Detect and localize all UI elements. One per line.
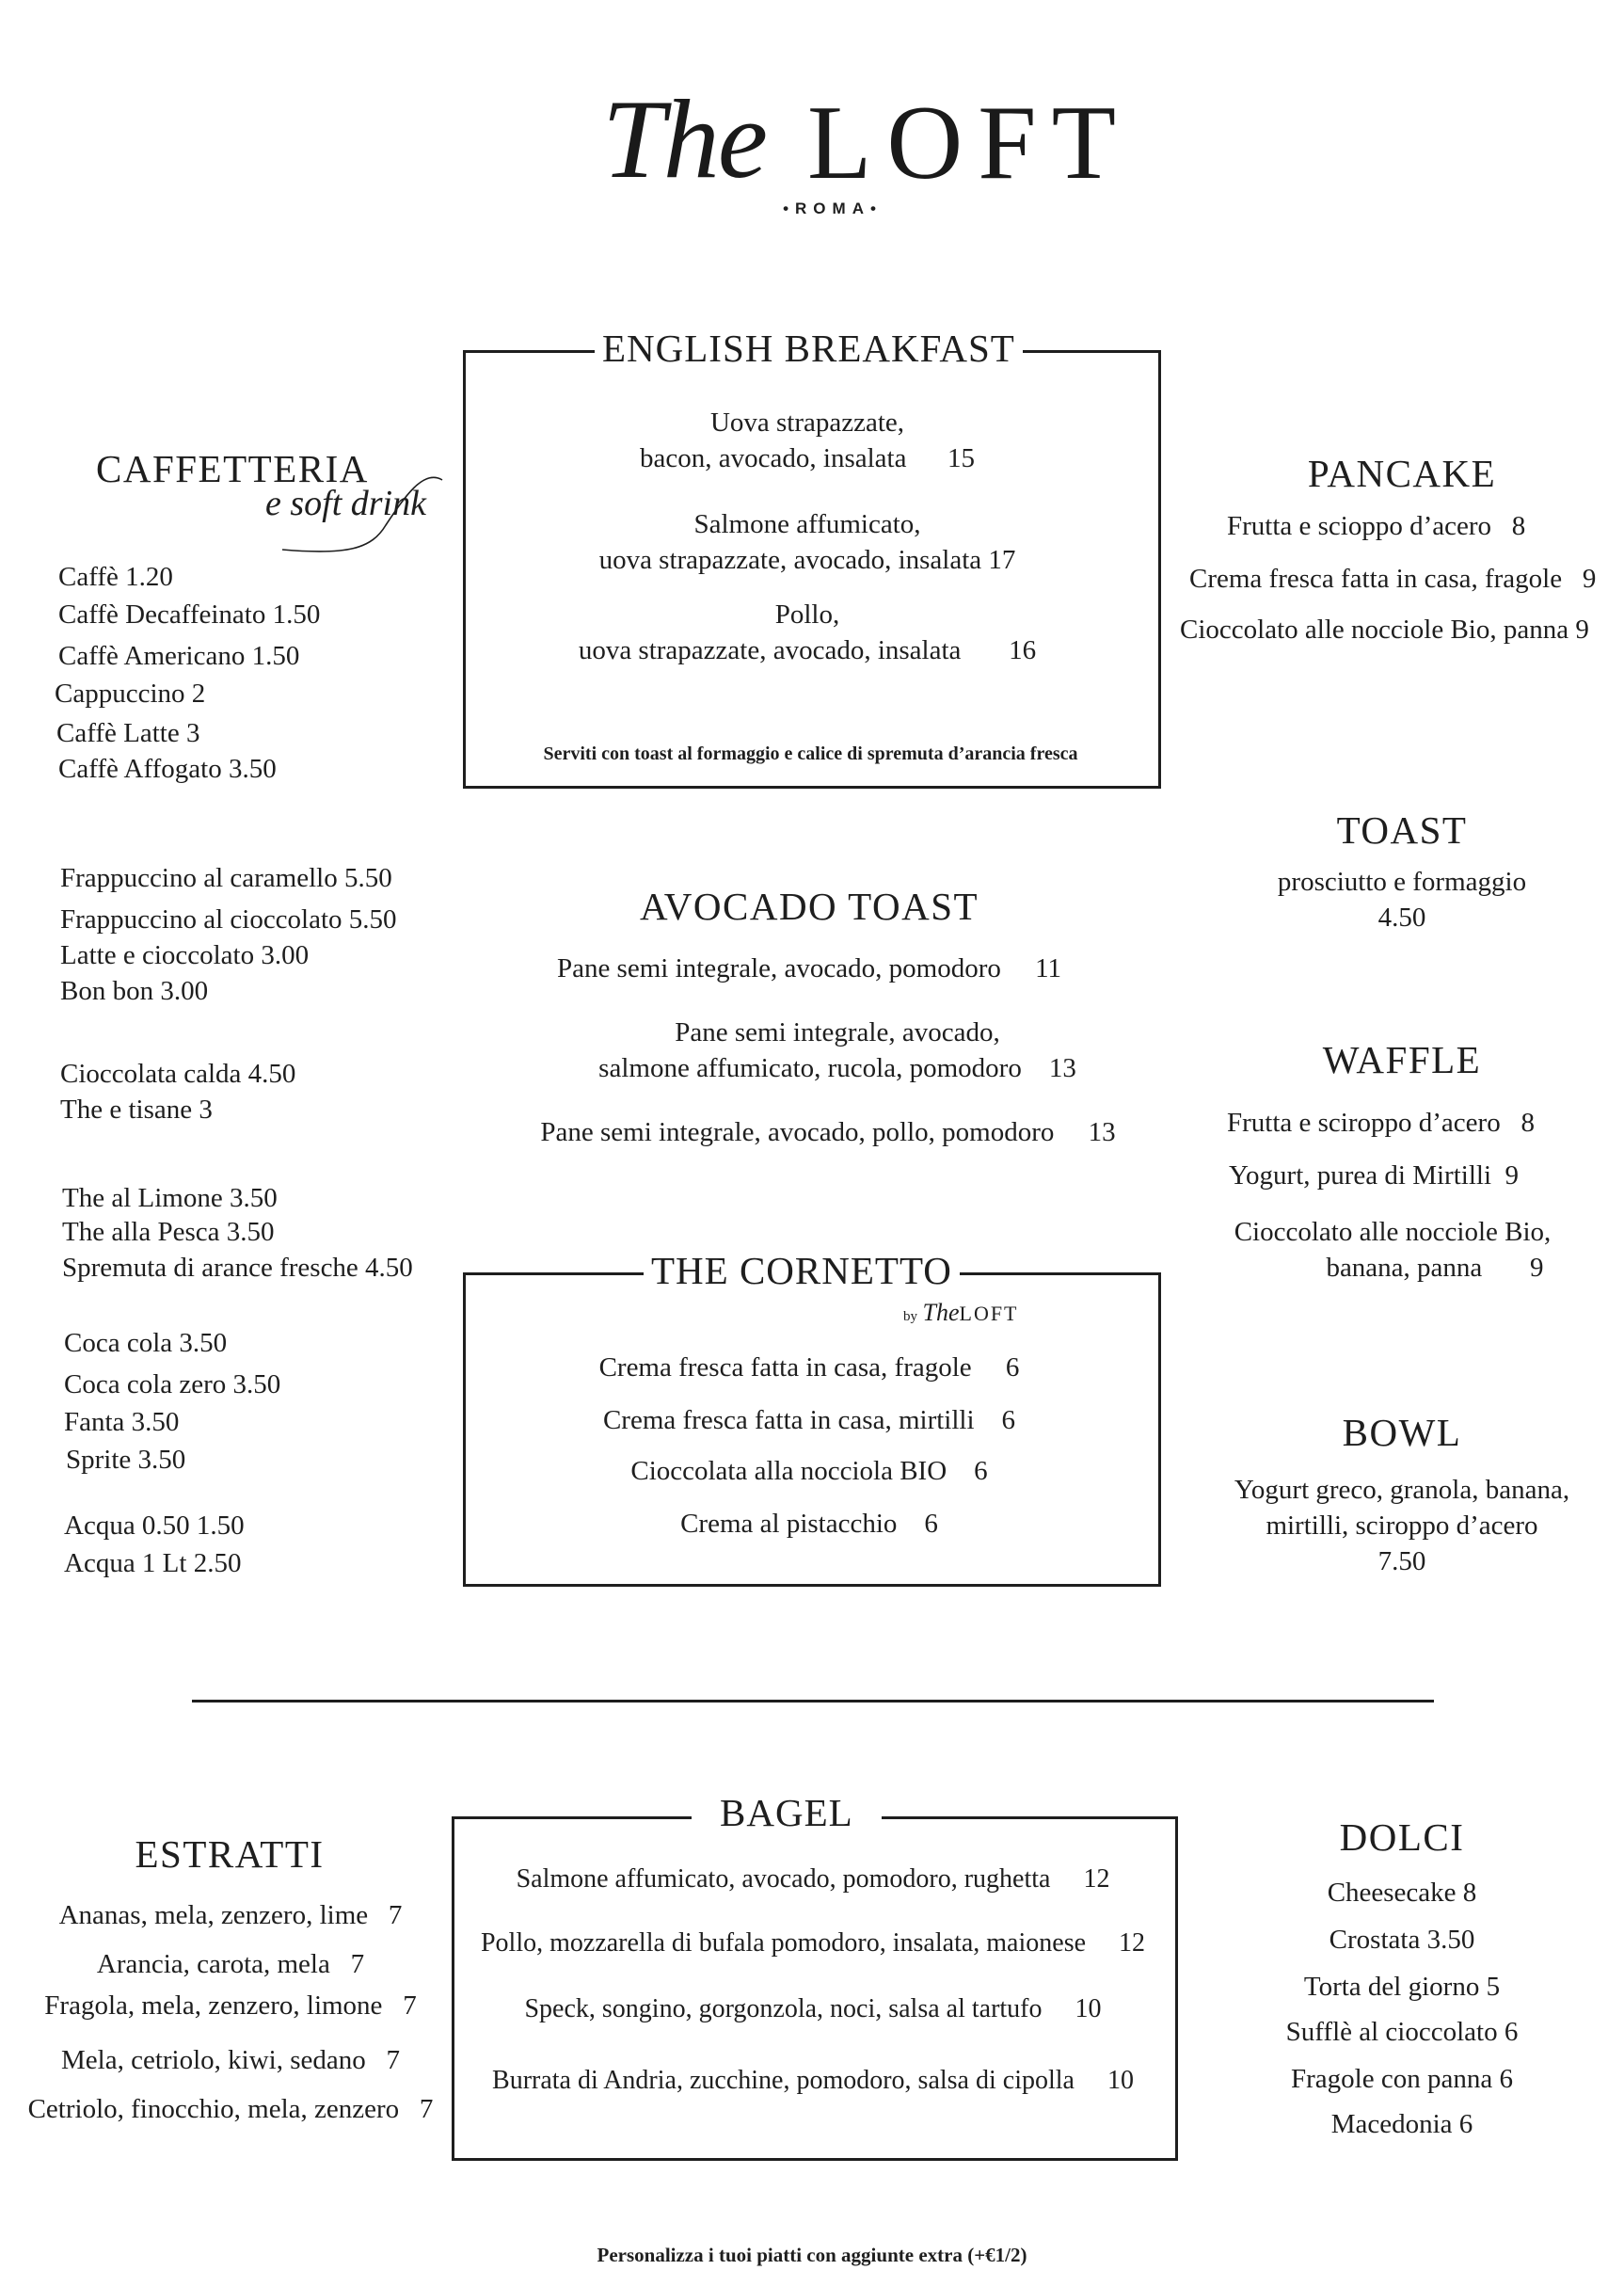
list-item: Sprite 3.50 — [66, 1445, 186, 1475]
list-item: Caffè 1.20 — [58, 562, 173, 592]
cornetto-byline — [903, 1299, 1019, 1327]
list-item — [9, 2044, 452, 2077]
item-name: Fragola, mela, zenzero, limone — [44, 1990, 383, 2021]
item-name: Crema al pistacchio — [680, 1509, 898, 1539]
item-name: prosciutto e formaggio — [1277, 867, 1527, 897]
list-item — [1195, 1472, 1609, 1579]
item-price: 13 — [1048, 1053, 1076, 1083]
list-item: Coca cola zero 3.50 — [64, 1369, 281, 1399]
list-item — [1214, 864, 1590, 935]
cornetto-title: THE CORNETTO — [644, 1252, 960, 1290]
item-price: 16 — [1009, 635, 1037, 665]
list-item — [9, 1948, 452, 1981]
list-item — [1227, 1107, 1535, 1140]
list-item: Sufflè al cioccolato 6 — [1285, 2017, 1519, 2047]
item-line: Yogurt greco, granola, banana, — [1234, 1475, 1570, 1505]
item-name: Cetriolo, finocchio, mela, zenzero — [27, 2094, 400, 2124]
list-item: The e tisane 3 — [60, 1095, 213, 1125]
item-price: 7 — [403, 1990, 417, 2021]
list-item: Latte e cioccolato 3.00 — [60, 940, 310, 970]
list-item: Cheesecake 8 — [1327, 1878, 1477, 1908]
caffetteria-subtitle: e soft drink — [265, 484, 426, 523]
list-item: Caffè Affogato 3.50 — [58, 754, 277, 784]
list-item — [9, 1990, 452, 2022]
item-name: salmone affumicato, rucola, pomodoro — [598, 1053, 1022, 1083]
list-item: Coca cola 3.50 — [64, 1328, 228, 1358]
item-name: Crema fresca fatta in casa, fragole — [1189, 564, 1563, 594]
item-line: mirtilli, sciroppo d’acero — [1266, 1511, 1538, 1541]
footer-note: Personalizza i tuoi piatti con aggiunte extra (+€1/2) — [597, 2244, 1027, 2266]
list-item — [557, 597, 1058, 668]
dolci-title: DOLCI — [1339, 1815, 1465, 1859]
waffle-title: WAFFLE — [1322, 1038, 1482, 1081]
item-name: Pane semi integrale, avocado, pomodoro — [556, 953, 1001, 983]
item-name: banana, panna — [1326, 1253, 1483, 1283]
list-item: Spremuta di arance fresche 4.50 — [62, 1253, 413, 1283]
item-price: 7 — [386, 2045, 400, 2075]
item-price: 15 — [947, 443, 975, 473]
list-item — [527, 1506, 1091, 1542]
item-price: 9 — [1582, 564, 1597, 594]
list-item: Macedonia 6 — [1330, 2109, 1473, 2139]
list-item — [527, 1402, 1091, 1438]
item-name: bacon, avocado, insalata — [640, 443, 907, 473]
list-item — [585, 506, 1029, 578]
item-price: 13 — [1088, 1117, 1116, 1147]
item-name: Speck, songino, gorgonzola, noci, salsa al tartufo — [524, 1994, 1043, 2023]
breakfast-note: Serviti con toast al formaggio e calice di spremuta d’arancia fresca — [543, 743, 1078, 764]
logo-loft: LOFT — [807, 85, 1131, 201]
item-price: 9 — [1505, 1160, 1519, 1191]
list-item: Fragole con panna 6 — [1291, 2064, 1513, 2094]
item-line — [585, 440, 1029, 476]
item-name: uova strapazzate, avocado, insalata — [578, 635, 962, 665]
list-item — [1180, 614, 1589, 647]
list-item — [1227, 510, 1525, 543]
list-item — [472, 1114, 1184, 1150]
item-name: Arancia, carota, mela — [96, 1949, 330, 1979]
list-item — [9, 2093, 452, 2126]
item-line — [557, 632, 1058, 668]
list-item: Cappuccino 2 — [55, 679, 206, 709]
item-name: Cioccolato alle nocciole Bio, panna — [1180, 615, 1569, 645]
item-name: Yogurt, purea di Mirtilli — [1229, 1160, 1491, 1191]
item-line: Cioccolato alle nocciole Bio, — [1234, 1217, 1552, 1247]
item-price: 7 — [388, 1900, 403, 1930]
list-item: Frappuccino al cioccolato 5.50 — [60, 904, 397, 935]
list-item: Fanta 3.50 — [64, 1407, 180, 1437]
list-item: Caffè Latte 3 — [56, 718, 200, 748]
item-price: 6 — [924, 1509, 938, 1539]
list-item — [491, 1015, 1184, 1086]
item-price: 10 — [1075, 1994, 1102, 2023]
item-price: 8 — [1521, 1108, 1535, 1138]
item-price: 12 — [1119, 1928, 1146, 1958]
toast-title: TOAST — [1336, 808, 1468, 852]
list-item — [455, 1863, 1170, 1895]
list-item: Caffè Decaffeinato 1.50 — [58, 599, 321, 630]
item-line: Uova strapazzate, — [709, 408, 905, 438]
avocado-toast-title: AVOCADO TOAST — [639, 885, 979, 928]
item-name: Crema fresca fatta in casa, fragole — [598, 1352, 972, 1383]
list-item: Crostata 3.50 — [1329, 1925, 1475, 1955]
pancake-title: PANCAKE — [1307, 452, 1497, 495]
list-item: Bon bon 3.00 — [60, 976, 209, 1006]
list-item: The alla Pesca 3.50 — [62, 1217, 275, 1247]
item-name: Frutta e sciroppo d’acero — [1227, 1108, 1501, 1138]
item-name: Burrata di Andria, zucchine, pomodoro, salsa di cipolla — [492, 2066, 1075, 2095]
item-name: Mela, cetriolo, kiwi, sedano — [61, 2045, 366, 2075]
item-price: 4.50 — [1377, 903, 1426, 933]
item-line — [1214, 1250, 1571, 1286]
list-item: Torta del giorno 5 — [1303, 1972, 1501, 2002]
item-name: Pollo, mozzarella di bufala pomodoro, insalata, maionese — [480, 1928, 1087, 1958]
byline-by: by — [903, 1309, 917, 1324]
item-price: 8 — [1511, 511, 1526, 541]
item-price: 9 — [1575, 615, 1589, 645]
list-item — [585, 405, 1029, 476]
english-breakfast-title: ENGLISH BREAKFAST — [595, 329, 1023, 368]
item-name: uova strapazzate, avocado, insalata — [598, 545, 982, 575]
item-line: Pollo, — [774, 599, 840, 630]
list-item — [9, 1899, 452, 1932]
bowl-title: BOWL — [1342, 1411, 1462, 1454]
byline-the: The — [922, 1299, 960, 1326]
list-item — [455, 1993, 1170, 2025]
item-name: Salmone affumicato, avocado, pomodoro, rughetta — [516, 1864, 1051, 1894]
list-item — [472, 951, 1146, 986]
item-price: 10 — [1107, 2066, 1134, 2095]
list-item: Cioccolata calda 4.50 — [60, 1059, 296, 1089]
list-item — [1189, 563, 1596, 596]
item-price: 17 — [988, 545, 1016, 575]
list-item: Acqua 1 Lt 2.50 — [64, 1548, 242, 1578]
caffetteria-title: CAFFETTERIA — [96, 447, 369, 490]
estratti-title: ESTRATTI — [135, 1832, 325, 1876]
list-item — [527, 1350, 1091, 1385]
logo-the: The — [602, 76, 766, 201]
item-name: Frutta e scioppo d’acero — [1227, 511, 1492, 541]
item-price: 7 — [419, 2094, 434, 2124]
item-price: 6 — [974, 1456, 988, 1486]
item-line: Pane semi integrale, avocado, — [675, 1017, 1000, 1047]
list-item — [1229, 1159, 1519, 1192]
item-name: Crema fresca fatta in casa, mirtilli — [602, 1405, 975, 1435]
item-price: 11 — [1035, 953, 1062, 983]
list-item: Caffè Americano 1.50 — [58, 641, 300, 671]
list-item — [455, 1927, 1170, 1959]
bagel-title: BAGEL — [692, 1794, 882, 1832]
item-name: Ananas, mela, zenzero, lime — [58, 1900, 369, 1930]
item-name: Pane semi integrale, avocado, pollo, pomodoro — [540, 1117, 1055, 1147]
script-flourish-icon — [263, 469, 452, 563]
list-item — [455, 2065, 1170, 2097]
list-item: Frappuccino al caramello 5.50 — [60, 863, 392, 893]
item-price: 7.50 — [1377, 1546, 1426, 1576]
list-item — [527, 1453, 1091, 1489]
item-name: Cioccolata alla nocciola BIO — [630, 1456, 947, 1486]
section-divider — [192, 1700, 1434, 1703]
item-price: 6 — [1001, 1405, 1016, 1435]
item-price: 6 — [1005, 1352, 1020, 1383]
item-price: 9 — [1530, 1253, 1544, 1283]
item-line — [491, 1050, 1184, 1086]
item-line — [585, 542, 1029, 578]
list-item — [1214, 1214, 1571, 1286]
byline-loft: LOFT — [959, 1302, 1019, 1325]
item-price: 7 — [350, 1949, 365, 1979]
list-item: The al Limone 3.50 — [62, 1183, 278, 1213]
logo-city: •ROMA• — [783, 200, 883, 217]
item-line: Salmone affumicato, — [693, 509, 921, 539]
item-price: 12 — [1083, 1864, 1110, 1894]
list-item: Acqua 0.50 1.50 — [64, 1511, 245, 1541]
